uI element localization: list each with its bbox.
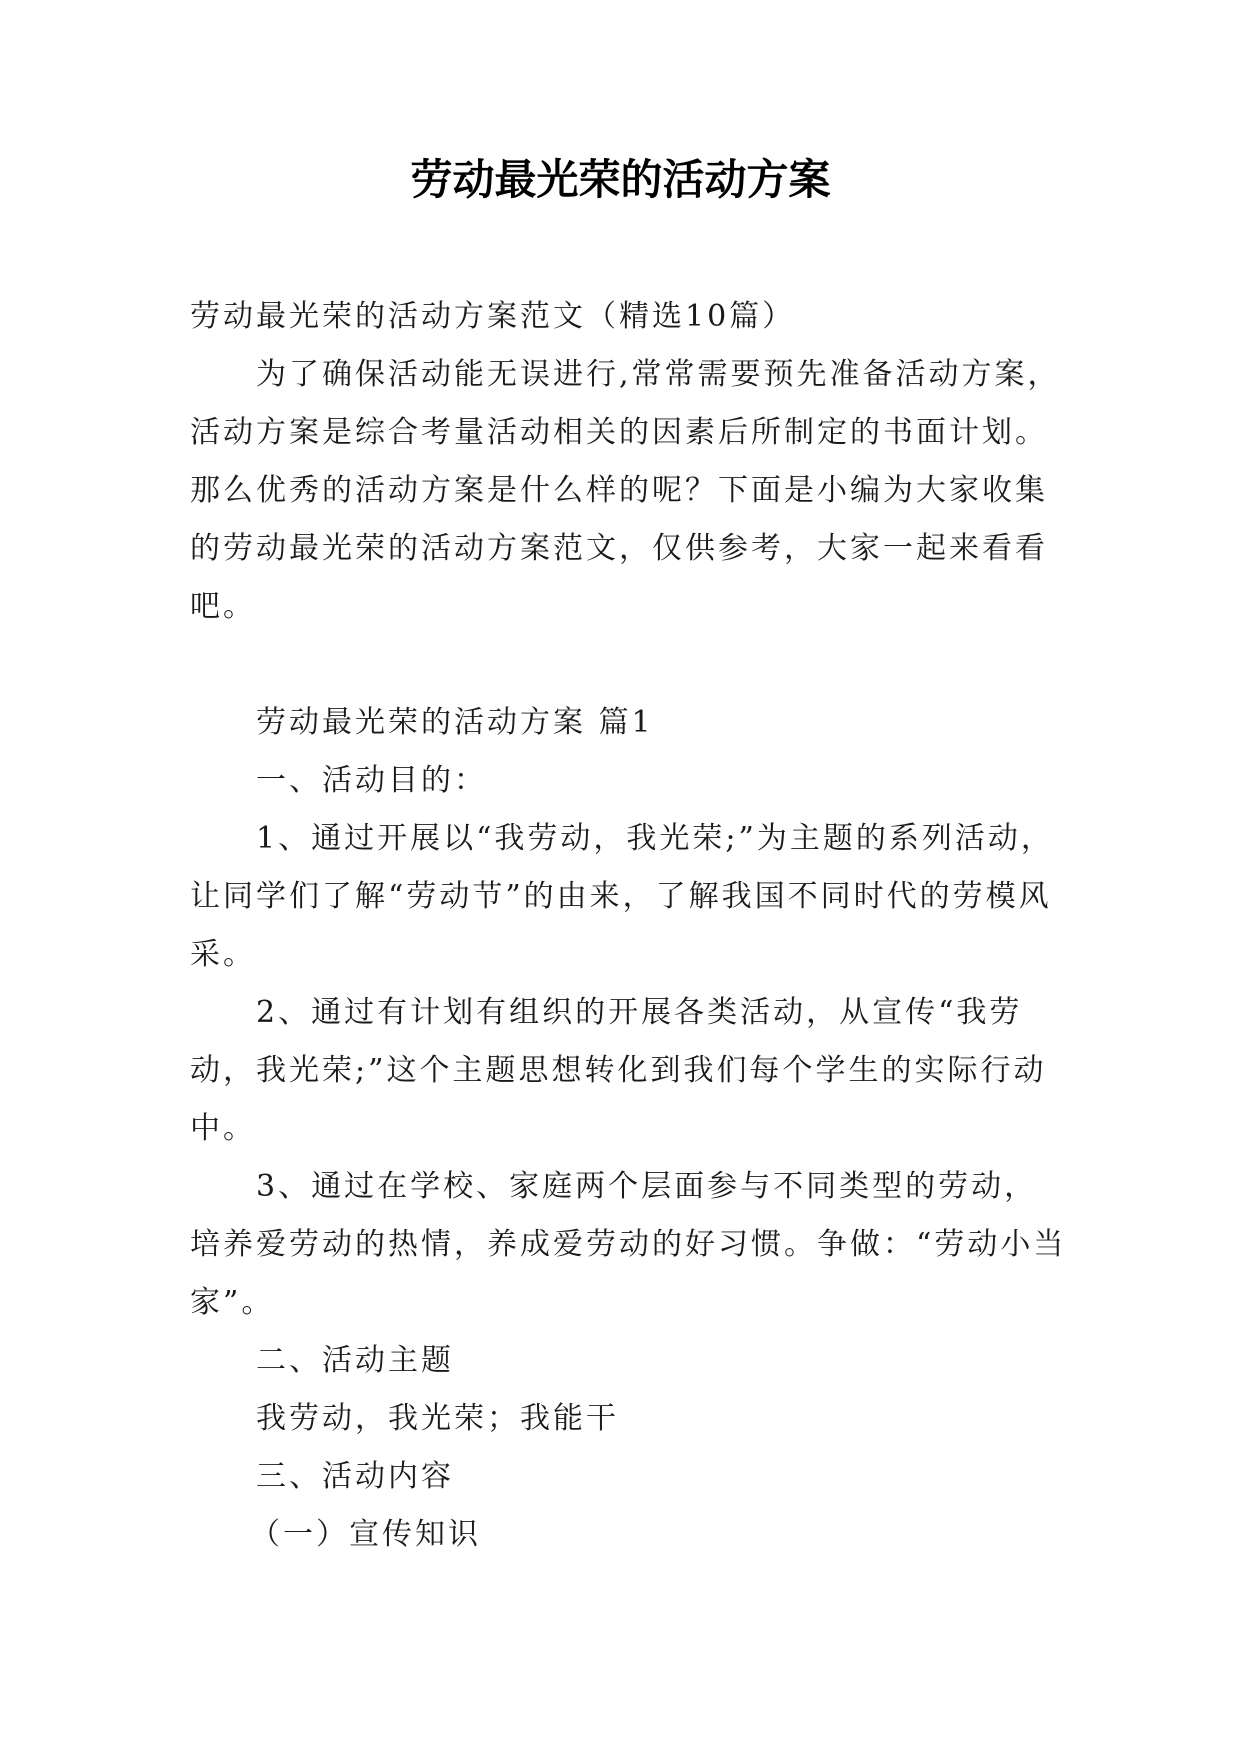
document-title: 劳动最光荣的活动方案 (410, 155, 831, 204)
intro-paragraph: 为了确保活动能无误进行,常常需要预先准备活动方案，活动方案是综合考量活动相关的因素后所制定的书面计划。那么优秀的活动方案是什么样的呢？下面是小编为大家收集的劳动最光荣的活动方案范文，仅供参考，大家一起来看看吧。 (190, 357, 1061, 624)
content1-heading: （一）宣传知识 (250, 1517, 481, 1552)
part3-heading: 三、活动内容 (256, 1459, 454, 1494)
theme-text: 我劳动，我光荣；我能干 (256, 1401, 619, 1436)
paragraph-spacer (190, 636, 1070, 694)
goal-paragraph-2: 2、通过有计划有组织的开展各类活动，从宣传“我劳动，我光荣;”这个主题思想转化到我们每个学生的实际行动中。 (190, 995, 1047, 1146)
document-body (190, 288, 1070, 1564)
part2-heading: 二、活动主题 (256, 1343, 454, 1378)
part1-heading: 一、活动目的： (256, 763, 487, 798)
goal-paragraph-1: 1、通过开展以“我劳动，我光荣;”为主题的系列活动，让同学们了解“劳动节”的由来，了解我国不同时代的劳模风采。 (190, 821, 1054, 972)
document-subtitle: 劳动最光荣的活动方案范文（精选10篇） (190, 299, 796, 334)
section-title: 劳动最光荣的活动方案 篇1 (256, 705, 654, 740)
goal-paragraph-3: 3、通过在学校、家庭两个层面参与不同类型的劳动，培养爱劳动的热情，养成爱劳动的好习惯。争做：“劳动小当家”。 (190, 1169, 1067, 1320)
